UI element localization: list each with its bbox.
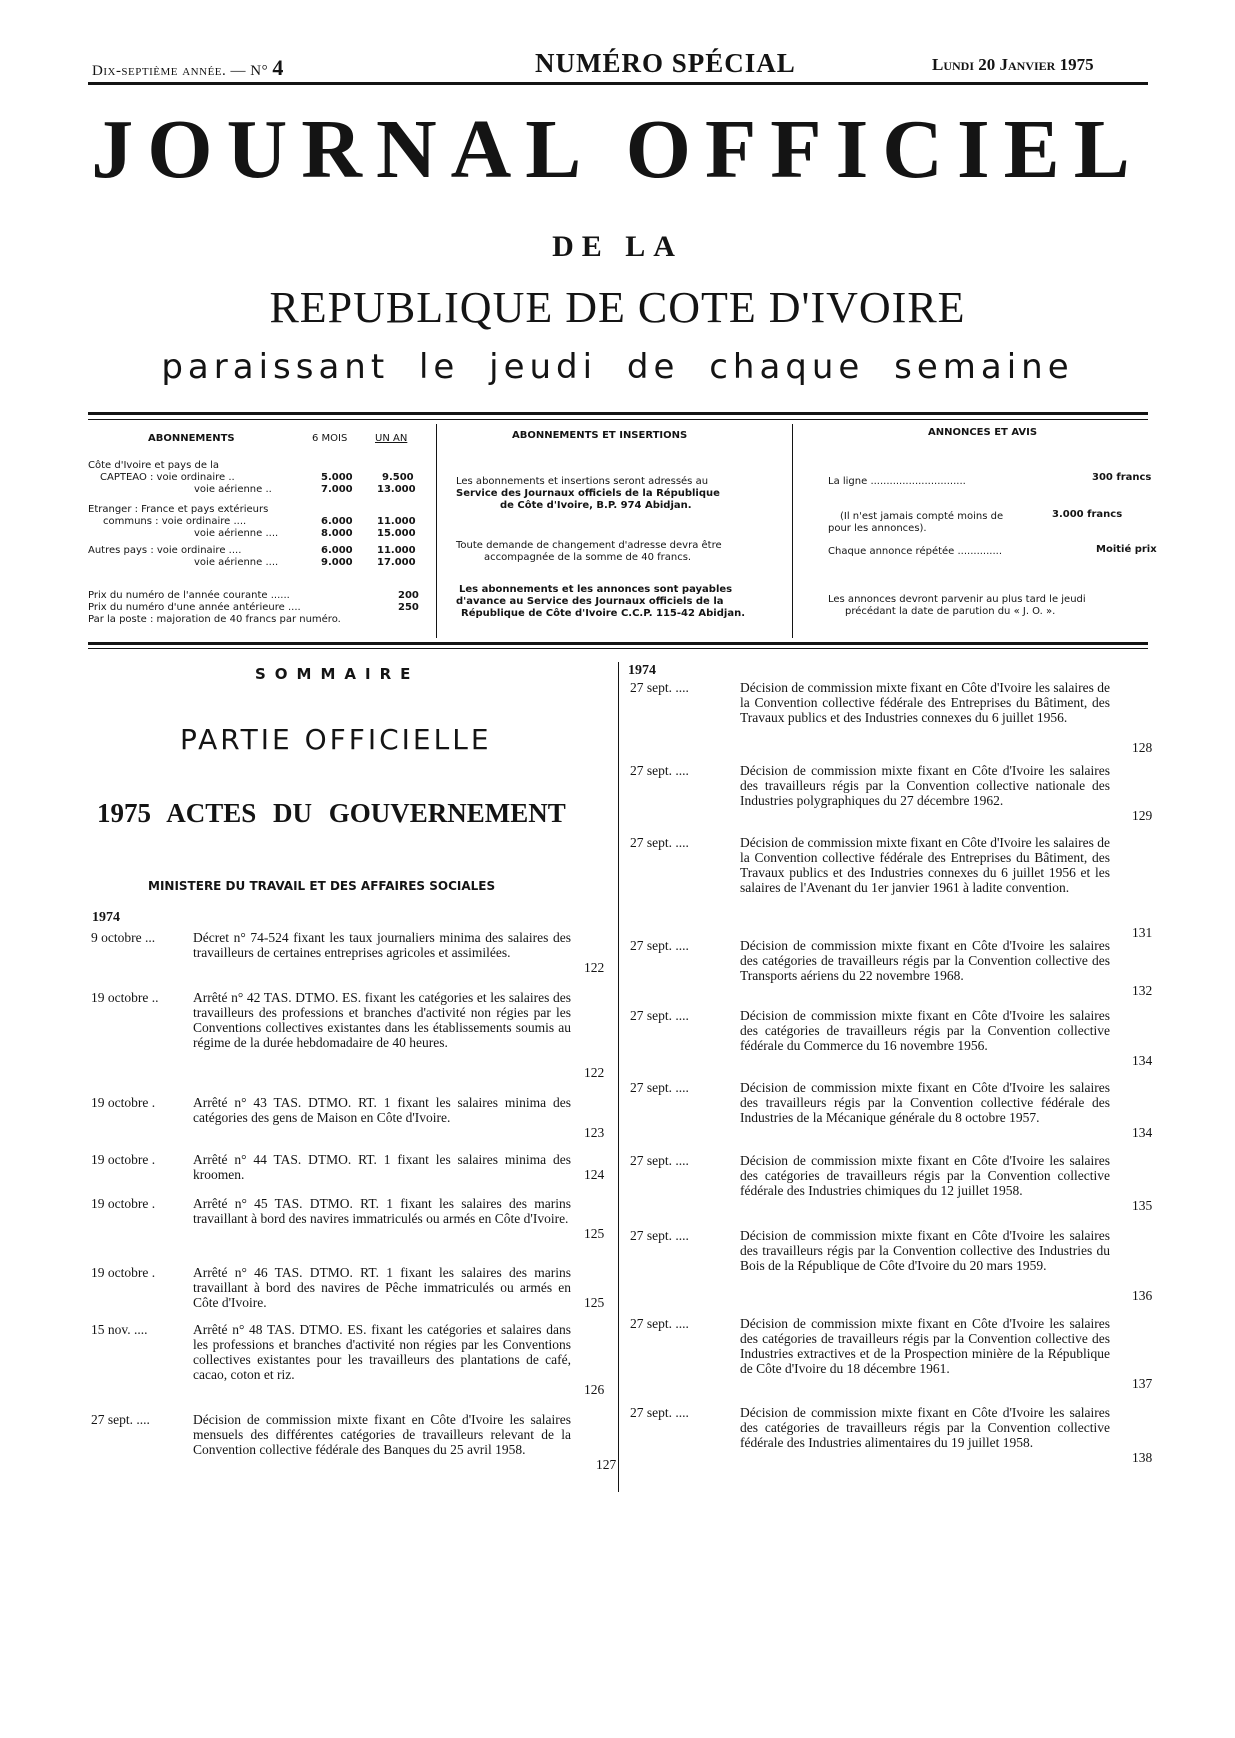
entry-date: 27 sept. .... [630, 835, 689, 850]
entry-page: 135 [1132, 1198, 1153, 1213]
rate-value: 5.000 [321, 472, 353, 483]
entry-date: 27 sept. .... [91, 1412, 150, 1427]
insertions-text: Service des Journaux officiels de la République [456, 488, 720, 499]
entry-text: Décision de commission mixte fixant en Côte d'Ivoire les salaires des catégories de travailleurs régis par la Convention collective fédérale des Industries chimiques du 12 juillet 1958. [740, 1153, 1110, 1198]
entry-page: 123 [584, 1125, 605, 1140]
address-change-text: Toute demande de changement d'adresse devra être [456, 540, 722, 551]
rate-value: 6.000 [321, 516, 353, 527]
price-value: 250 [398, 602, 419, 613]
rate-value: 7.000 [321, 484, 353, 495]
journal-subtitle-de-la: DE LA [552, 230, 683, 263]
entry-date: 27 sept. .... [630, 1405, 689, 1420]
rate-etranger-line1: Etranger : France et pays extérieurs [88, 504, 269, 515]
entry-date: 27 sept. .... [630, 1153, 689, 1168]
entry-page: 134 [1132, 1125, 1153, 1140]
ministry-heading: MINISTERE DU TRAVAIL ET DES AFFAIRES SOCIALES [148, 879, 496, 893]
entry-text: Arrêté n° 44 TAS. DTMO. RT. 1 fixant les salaires minima des kroomen. [193, 1152, 571, 1182]
acts-heading: 1975 ACTES DU GOUVERNEMENT [97, 798, 566, 828]
entry-text: Décision de commission mixte fixant en Côte d'Ivoire les salaires mensuels des différentes catégories de travailleurs relevant de la Convention collective fédérale des Banques du 25 avril 1958. [193, 1412, 571, 1457]
rate-value: 6.000 [321, 545, 353, 556]
entry-text: Arrêté n° 48 TAS. DTMO. ES. fixant les catégories et salaires dans les professions et branches d'activité non régies par les Conventions collectives existantes pour les travailleurs des plantations de café, cacao, coton et riz. [193, 1322, 571, 1382]
rate-value: 9.000 [321, 557, 353, 568]
info-box-divider [436, 424, 437, 638]
insertions-heading: ABONNEMENTS ET INSERTIONS [512, 430, 688, 441]
info-box-top-rule [88, 412, 1148, 415]
year-label: 1974 [92, 910, 120, 925]
rate-cote-ivoire-line2: CAPTEAO : voie ordinaire .. [100, 472, 235, 483]
issue-number-value: 4 [272, 55, 284, 80]
entry-text: Décision de commission mixte fixant en Côte d'Ivoire les salaires des travailleurs régis par la Convention collective nationale des Industries polygraphiques du 27 décembre 1962. [740, 763, 1110, 808]
annonces-line-rate: La ligne .............................. [828, 476, 966, 487]
price-by-post: Par la poste : majoration de 40 francs par numéro. [88, 614, 341, 625]
entry-page: 138 [1132, 1450, 1153, 1465]
insertions-text: Les abonnements et insertions seront adressés au [456, 476, 709, 487]
entry-page: 125 [584, 1295, 605, 1310]
entry-text: Décision de commission mixte fixant en Côte d'Ivoire les salaires de la Convention collective fédérale des Entreprises du Bâtiment, des Travaux publics et des Industries connexes du 6 juillet 1956 et les salaires de l'Avenant du 1er janvier 1961 à ladite convention. [740, 835, 1110, 895]
header-rule [88, 82, 1148, 85]
entry-text: Arrêté n° 42 TAS. DTMO. ES. fixant les catégories et les salaires des travailleurs des professions et branches d'activité non régies par les Conventions collectives existantes dans les établissements soumis au régime de la durée hebdomadaire de 40 heures. [193, 990, 571, 1050]
info-box-top-rule-thin [88, 419, 1148, 420]
annonces-repeated-value: Moitié prix [1096, 544, 1157, 555]
rate-autres-line1: Autres pays : voie ordinaire .... [88, 545, 242, 556]
info-box-bottom-rule [88, 642, 1148, 645]
entry-date: 19 octobre . [91, 1152, 156, 1167]
one-year-column: UN AN [375, 433, 408, 444]
payment-text: Les abonnements et les annonces sont payables [459, 584, 733, 595]
entry-date: 27 sept. .... [630, 1008, 689, 1023]
entry-text: Arrêté n° 46 TAS. DTMO. RT. 1 fixant les salaires des marins travaillant à bord des navires de Pêche immatriculés ou armés en Côte d'Ivoire. [193, 1265, 571, 1310]
entry-text: Décision de commission mixte fixant en Côte d'Ivoire les salaires des travailleurs régis par la Convention collective fédérale des Industries de la Mécanique générale du 8 octobre 1957. [740, 1080, 1110, 1125]
subscriptions-heading: ABONNEMENTS [148, 433, 235, 444]
entry-page: 132 [1132, 983, 1153, 998]
summary-title: SOMMAIRE [255, 665, 420, 683]
republic-title: REPUBLIQUE DE COTE D'IVOIRE [269, 283, 966, 332]
rate-autres-line2: voie aérienne .... [194, 557, 279, 568]
entry-page: 125 [584, 1226, 605, 1241]
price-value: 200 [398, 590, 419, 601]
entry-date: 19 octobre . [91, 1095, 156, 1110]
price-current-year: Prix du numéro de l'année courante ...... [88, 590, 290, 601]
payment-text: d'avance au Service des Journaux officiels de la [456, 596, 724, 607]
column-divider [618, 662, 619, 1492]
section-title: PARTIE OFFICIELLE [180, 723, 492, 756]
annonces-deadline: précédant la date de parution du « J. O. ». [845, 606, 1056, 617]
address-change-text: accompagnée de la somme de 40 francs. [484, 552, 692, 563]
entry-date: 9 octobre ... [91, 930, 156, 945]
info-box-bottom-rule-thin [88, 648, 1148, 649]
rate-value: 17.000 [377, 557, 416, 568]
special-issue-label: NUMÉRO SPÉCIAL [535, 48, 796, 78]
rate-value: 9.500 [382, 472, 414, 483]
entry-text: Décision de commission mixte fixant en Côte d'Ivoire les salaires des catégories de travailleurs régis par la Convention collective fédérale du Commerce du 16 novembre 1956. [740, 1008, 1110, 1053]
rate-value: 11.000 [377, 545, 416, 556]
entry-date: 27 sept. .... [630, 1080, 689, 1095]
entry-date: 19 octobre .. [91, 990, 159, 1005]
rate-value: 8.000 [321, 528, 353, 539]
rate-value: 15.000 [377, 528, 416, 539]
entry-text: Décision de commission mixte fixant en Côte d'Ivoire les salaires des catégories de travailleurs régis par la Convention collective des Industries extractives et de la Prospection minière de la République de Côte d'Ivoire du 18 décembre 1961. [740, 1316, 1110, 1376]
entry-date: 19 octobre . [91, 1196, 156, 1211]
entry-text: Décret n° 74-524 fixant les taux journaliers minima des salaires des travailleurs de certaines entreprises agricoles et assimilées. [193, 930, 571, 960]
issue-number: Dix-septième année. — N° 4 [92, 55, 284, 80]
entry-page: 122 [584, 1065, 605, 1080]
entry-text: Arrêté n° 43 TAS. DTMO. RT. 1 fixant les salaires minima des catégories des gens de Maison en Côte d'Ivoire. [193, 1095, 571, 1125]
annonces-line-rate-value: 300 francs [1092, 472, 1152, 483]
entry-page: 136 [1132, 1288, 1153, 1303]
entry-text: Décision de commission mixte fixant en Côte d'Ivoire les salaires des catégories de travailleurs régis par la Convention collective fédérale des Industries alimentaires du 19 juillet 1958. [740, 1405, 1110, 1450]
annonces-minimum-value: 3.000 francs [1052, 509, 1123, 520]
annonces-heading: ANNONCES ET AVIS [928, 427, 1038, 438]
annonces-repeated: Chaque annonce répétée .............. [828, 546, 1003, 557]
entry-text: Décision de commission mixte fixant en Côte d'Ivoire les salaires de la Convention collective fédérale des Entreprises du Bâtiment, des Travaux publics et des Industries connexes du 6 juillet 1956. [740, 680, 1110, 725]
price-previous-year: Prix du numéro d'une année antérieure .... [88, 602, 301, 613]
entry-page: 137 [1132, 1376, 1153, 1391]
entry-text: Décision de commission mixte fixant en Côte d'Ivoire les salaires des catégories de travailleurs régis par la Convention collective des Transports aériens du 22 novembre 1968. [740, 938, 1110, 983]
year-label: 1974 [628, 663, 656, 678]
insertions-text: de Côte d'Ivoire, B.P. 974 Abidjan. [500, 500, 692, 511]
payment-text: République de Côte d'Ivoire C.C.P. 115-42 Abidjan. [461, 608, 745, 619]
entry-text: Décision de commission mixte fixant en Côte d'Ivoire les salaires des travailleurs régis par la Convention collective des Industries du Bois de la République de Côte d'Ivoire du 20 mars 1959. [740, 1228, 1110, 1273]
journal-title: JOURNAL OFFICIEL [91, 103, 1144, 196]
info-box-divider [792, 424, 793, 638]
annonces-minimum: (Il n'est jamais compté moins de [840, 511, 1004, 522]
entry-page: 129 [1132, 808, 1153, 823]
entry-date: 27 sept. .... [630, 1316, 689, 1331]
six-months-column: 6 MOIS [312, 433, 348, 444]
entry-page: 128 [1132, 740, 1153, 755]
entry-page: 127 [596, 1457, 617, 1472]
annonces-minimum: pour les annonces). [828, 523, 927, 534]
rate-etranger-line2: communs : voie ordinaire .... [103, 516, 247, 527]
entry-page: 122 [584, 960, 605, 975]
entry-text: Arrêté n° 45 TAS. DTMO. RT. 1 fixant les salaires des marins travaillant à bord des navires immatriculés ou armés en Côte d'Ivoire. [193, 1196, 571, 1226]
publication-frequency: paraissant le jeudi de chaque semaine [161, 347, 1074, 387]
entry-page: 124 [584, 1167, 605, 1182]
rate-cote-ivoire-line1: Côte d'Ivoire et pays de la [88, 460, 220, 471]
rate-value: 11.000 [377, 516, 416, 527]
entry-date: 19 octobre . [91, 1265, 156, 1280]
entry-date: 27 sept. .... [630, 763, 689, 778]
entry-page: 134 [1132, 1053, 1153, 1068]
entry-date: 27 sept. .... [630, 938, 689, 953]
issue-date: Lundi 20 Janvier 1975 [932, 55, 1094, 74]
entry-date: 15 nov. .... [91, 1322, 148, 1337]
entry-page: 131 [1132, 925, 1153, 940]
entry-page: 126 [584, 1382, 605, 1397]
rate-etranger-line3: voie aérienne .... [194, 528, 279, 539]
rate-value: 13.000 [377, 484, 416, 495]
annonces-deadline: Les annonces devront parvenir au plus tard le jeudi [828, 594, 1086, 605]
entry-date: 27 sept. .... [630, 680, 689, 695]
entry-date: 27 sept. .... [630, 1228, 689, 1243]
rate-cote-ivoire-line3: voie aérienne .. [194, 484, 272, 495]
